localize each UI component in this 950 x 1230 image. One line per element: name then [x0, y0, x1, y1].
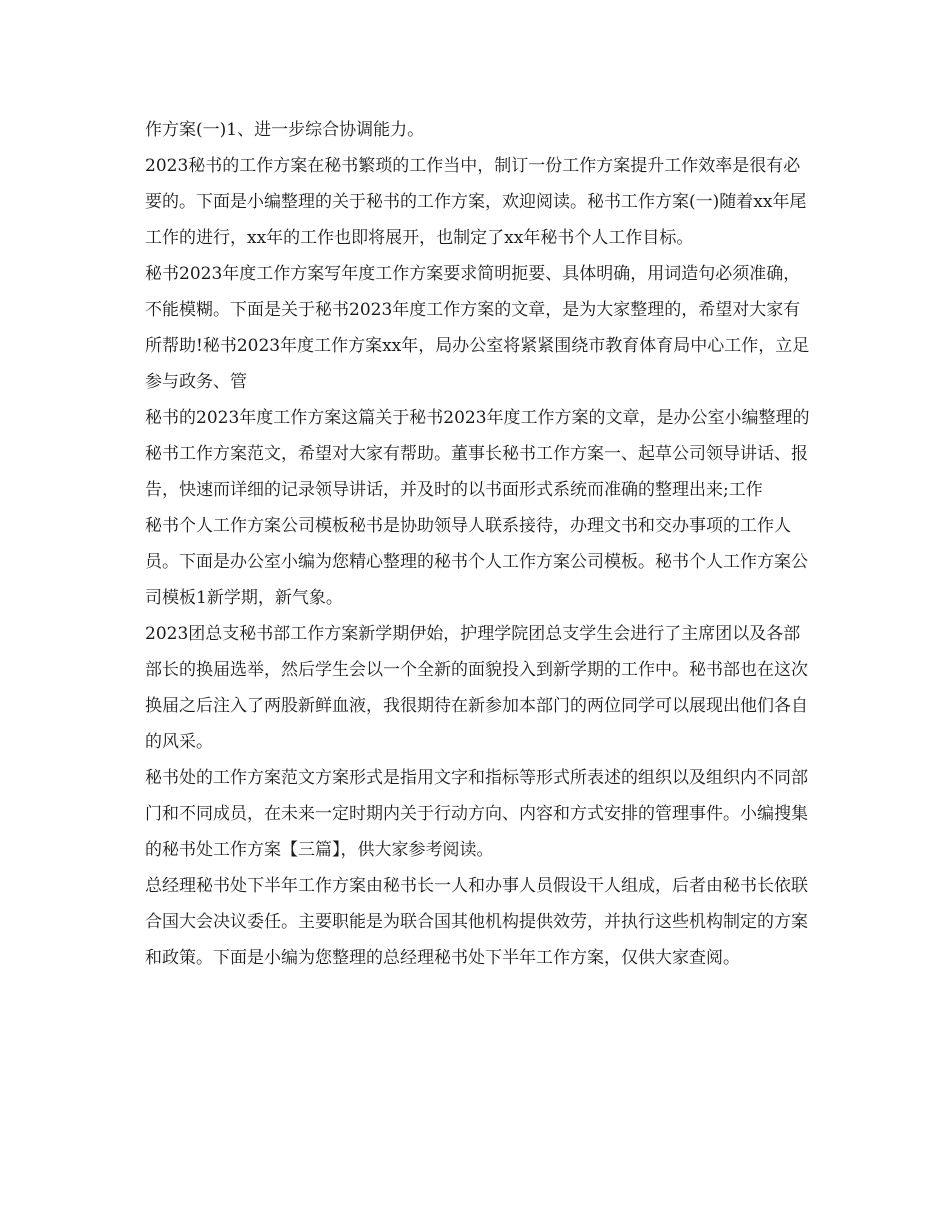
paragraph-5: 秘书个人工作方案公司模板秘书是协助领导人联系接待，办理文书和交办事项的工作人员。下面是办公室小编为您精心整理的秘书个人工作方案公司模板。秘书个人工作方案公司模板1新学期，新气象。 [145, 516, 808, 608]
paragraph-6: 2023团总支秘书部工作方案新学期伊始，护理学院团总支学生会进行了主席团以及各部部长的换届选举，然后学生会以一个全新的面貌投入到新学期的工作中。秘书部也在这次换届之后注入了两股新鲜血液，我很期待在新参加本部门的两位同学可以展现出他们各自的风采。 [145, 624, 808, 752]
paragraph-2: 2023秘书的工作方案在秘书繁琐的工作当中，制订一份工作方案提升工作效率是很有必要的。下面是小编整理的关于秘书的工作方案，欢迎阅读。秘书工作方案(一)随着xx年尾工作的进行，xx年的工作也即将展开，也制定了xx年秘书个人工作目标。 [145, 156, 807, 248]
paragraph-8: 总经理秘书处下半年工作方案由秘书长一人和办事人员假设干人组成，后者由秘书长依联合国大会决议委任。主要职能是为联合国其他机构提供效劳，并执行这些机构制定的方案和政策。下面是小编为您整理的总经理秘书处下半年工作方案，仅供大家查阅。 [145, 876, 808, 968]
paragraph-3: 秘书2023年度工作方案写年度工作方案要求简明扼要、具体明确，用词造句必须准确，不能模糊。下面是关于秘书2023年度工作方案的文章，是为大家整理的，希望对大家有所帮助!秘书2023年度工作方案xx年，局办公室将紧紧围绕市教育体育局中心工作，立足参与政务、管 [145, 264, 810, 392]
document-body [145, 112, 815, 976]
paragraph-7: 秘书处的工作方案范文方案形式是指用文字和指标等形式所表述的组织以及组织内不同部门和不同成员，在未来一定时期内关于行动方向、内容和方式安排的管理事件。小编搜集的秘书处工作方案【三篇】，供大家参考阅读。 [145, 768, 808, 860]
paragraph-4: 秘书的2023年度工作方案这篇关于秘书2023年度工作方案的文章，是办公室小编整理的秘书工作方案范文，希望对大家有帮助。董事长秘书工作方案一、起草公司领导讲话、报告，快速而详细的记录领导讲话，并及时的以书面形式系统而准确的整理出来;工作 [145, 408, 810, 500]
paragraph-1: 作方案(一)1、进一步综合协调能力。 [145, 120, 425, 140]
